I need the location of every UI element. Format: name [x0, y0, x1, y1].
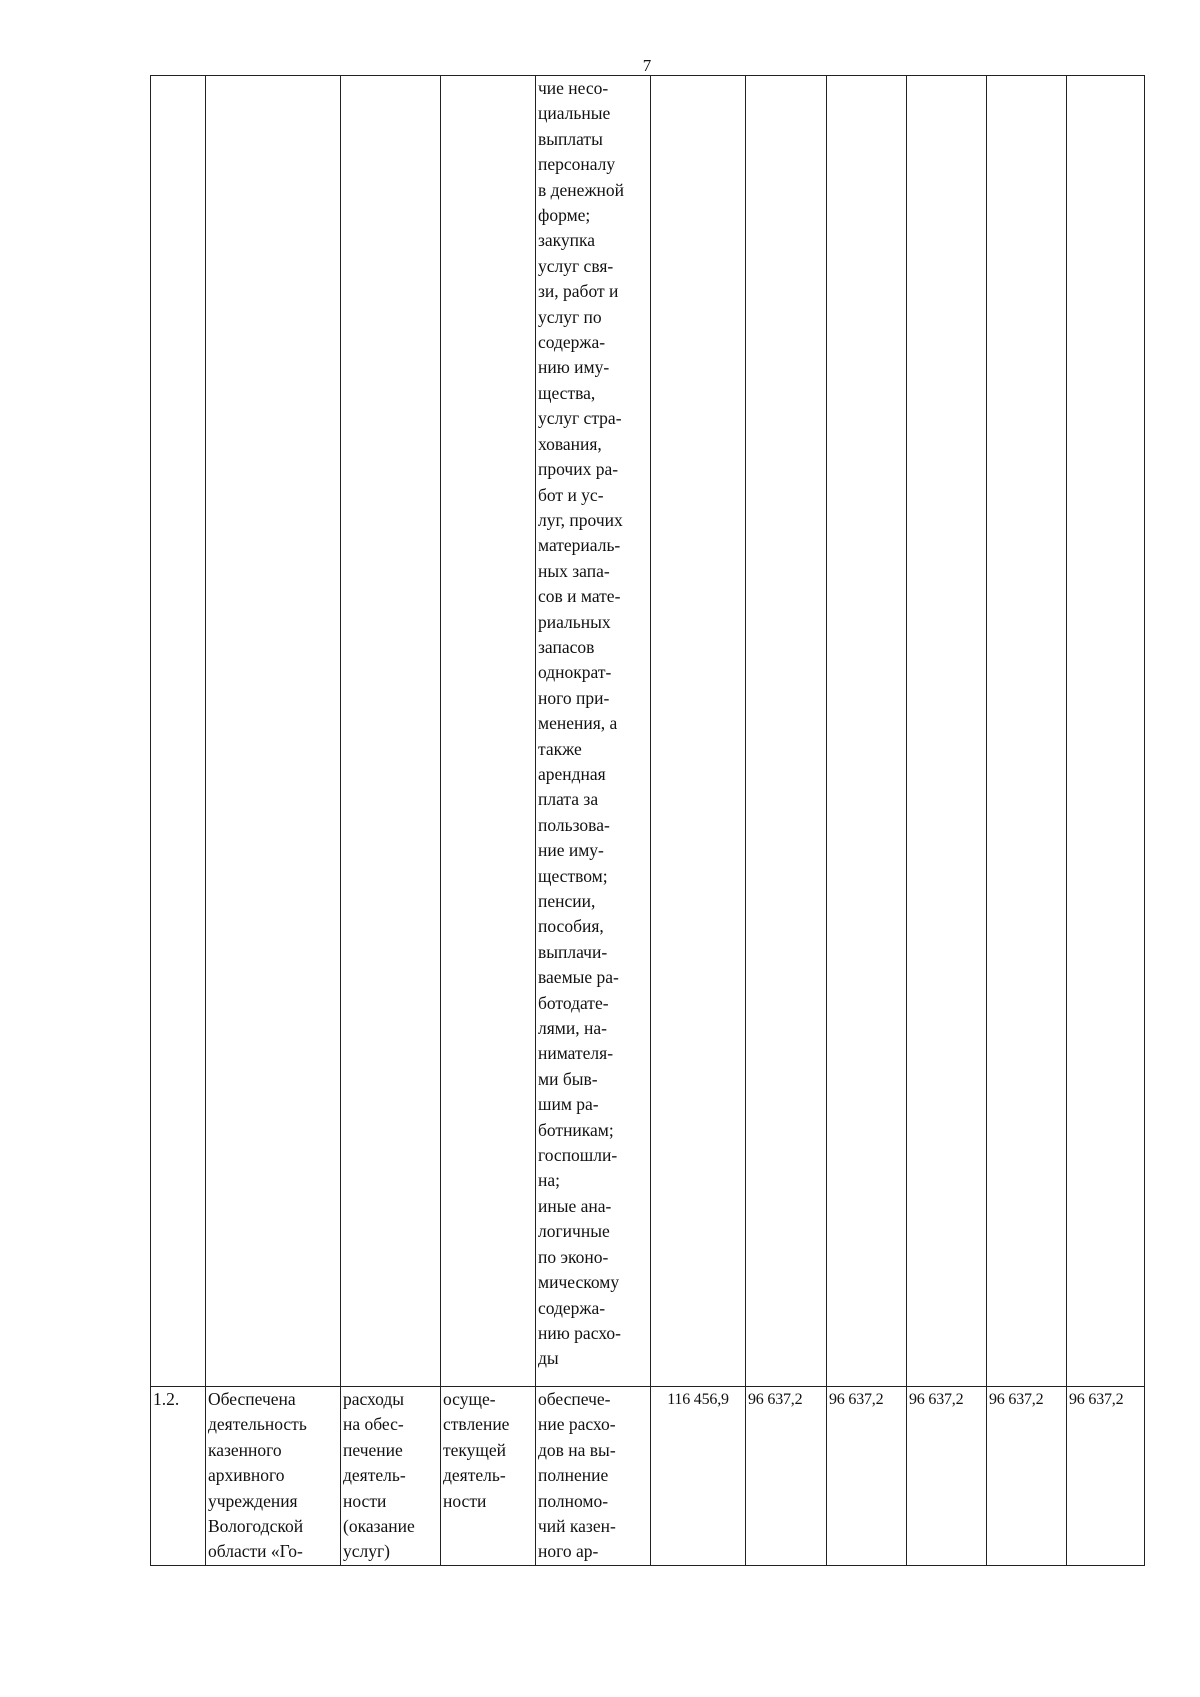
- table-cell: [746, 76, 827, 1387]
- table-cell: [151, 76, 206, 1387]
- table-cell: [206, 76, 341, 1387]
- table-cell-description: чие несо- циальные выплаты персоналу в денежной форме; закупка услуг свя- зи, работ и услуг по содержа- нию иму- щества, услуг стра- хования, прочих ра- бот и ус- луг, прочих материаль- ных запа- сов и мате- риальных запасов однократ- ного при- менения, а также арендная плата за пользова- ние иму- ществом; пенсии, пособия, выплачи- ваемые ра- ботодате- лями, на- нимателя- ми быв- шим ра- ботникам; госпошли- на; иные ана- логичные по эконо- мическому содержа- нию расхо- ды: [536, 76, 651, 1387]
- value-cell: 96 637,2: [987, 1387, 1067, 1566]
- table-row-1-2: [151, 1387, 1145, 1566]
- table-cell: [341, 76, 441, 1387]
- table-row-continuation: [151, 76, 1145, 1387]
- table-cell: [907, 76, 987, 1387]
- activity-cell: осуще- ствление текущей деятель- ности: [441, 1387, 536, 1566]
- table-cell: [441, 76, 536, 1387]
- table-cell: [987, 76, 1067, 1387]
- result-cell: Обеспечена деятельность казенного архивного учреждения Вологодской области «Го-: [206, 1387, 341, 1566]
- value-cell: 96 637,2: [746, 1387, 827, 1566]
- row-number-cell: 1.2.: [151, 1387, 206, 1566]
- budget-table: [150, 75, 1145, 1566]
- table-cell: [827, 76, 907, 1387]
- table-cell: [1067, 76, 1145, 1387]
- value-cell: 96 637,2: [827, 1387, 907, 1566]
- expense-type-cell: расходы на обес- печение деятель- ности (оказание услуг): [341, 1387, 441, 1566]
- description-cell: обеспече- ние расхо- дов на вы- полнение полномо- чий казен- ного ар-: [536, 1387, 651, 1566]
- value-cell: 96 637,2: [1067, 1387, 1145, 1566]
- value-cell: 96 637,2: [907, 1387, 987, 1566]
- page-number: 7: [642, 56, 652, 75]
- value-cell: 116 456,9: [651, 1387, 746, 1566]
- table-cell: [651, 76, 746, 1387]
